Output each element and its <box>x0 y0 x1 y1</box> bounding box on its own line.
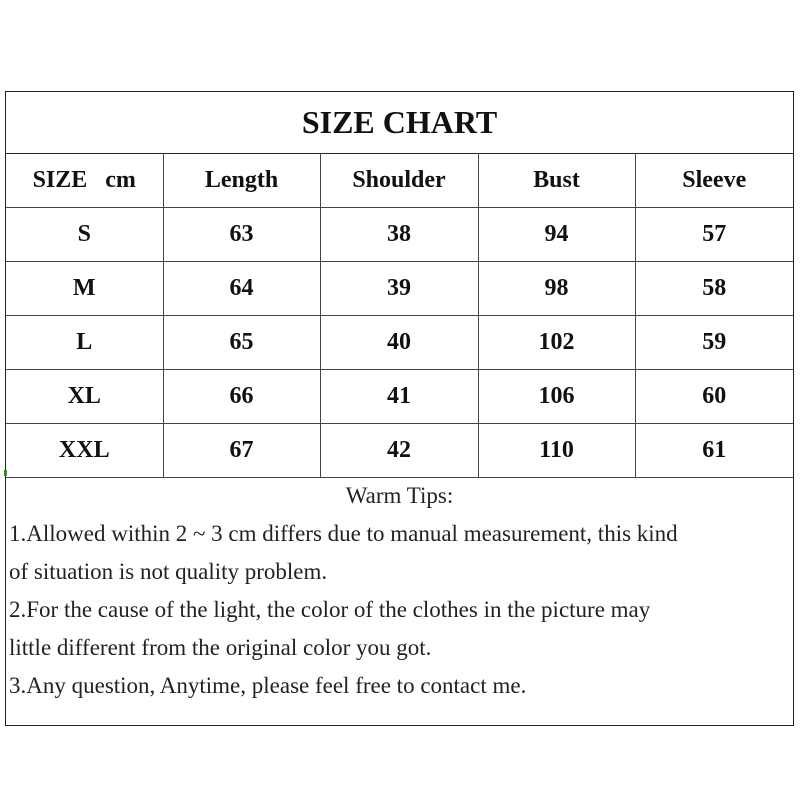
header-bust: Bust <box>478 154 635 208</box>
tip-line: 1.Allowed within 2 ~ 3 cm differs due to manual measurement, this kind <box>9 521 678 546</box>
tip-line: 3.Any question, Anytime, please feel free to contact me. <box>9 673 527 698</box>
cell-bust: 110 <box>478 424 635 478</box>
size-chart-frame <box>5 91 794 726</box>
cell-size: L <box>6 316 163 370</box>
cell-size: S <box>6 208 163 262</box>
cell-size: M <box>6 262 163 316</box>
cell-bust: 102 <box>478 316 635 370</box>
green-mark <box>4 470 7 476</box>
table-row <box>6 316 793 370</box>
cell-shoulder: 40 <box>320 316 478 370</box>
header-shoulder: Shoulder <box>320 154 478 208</box>
cell-length: 65 <box>163 316 320 370</box>
tip-line: little different from the original color you got. <box>9 635 432 660</box>
cell-shoulder: 41 <box>320 370 478 424</box>
cell-sleeve: 60 <box>635 370 793 424</box>
cell-bust: 94 <box>478 208 635 262</box>
cell-shoulder: 42 <box>320 424 478 478</box>
cell-size: XL <box>6 370 163 424</box>
tip-line: 2.For the cause of the light, the color of the clothes in the picture may <box>9 597 651 622</box>
cell-sleeve: 58 <box>635 262 793 316</box>
cell-length: 64 <box>163 262 320 316</box>
cell-sleeve: 59 <box>635 316 793 370</box>
cell-length: 67 <box>163 424 320 478</box>
cell-sleeve: 57 <box>635 208 793 262</box>
tips-heading: Warm Tips: <box>345 483 454 508</box>
table-row <box>6 208 793 262</box>
cell-shoulder: 39 <box>320 262 478 316</box>
header-sleeve: Sleeve <box>635 154 793 208</box>
cell-sleeve: 61 <box>635 424 793 478</box>
cell-bust: 106 <box>478 370 635 424</box>
chart-title: SIZE CHART <box>301 104 498 140</box>
header-size: SIZE cm <box>6 154 163 208</box>
table-header-row <box>6 154 793 208</box>
table-row <box>6 262 793 316</box>
warm-tips <box>6 477 793 705</box>
tip-line: of situation is not quality problem. <box>9 559 328 584</box>
cell-length: 66 <box>163 370 320 424</box>
cell-size: XXL <box>6 424 163 478</box>
table-row <box>6 370 793 424</box>
table-row <box>6 424 793 478</box>
cell-shoulder: 38 <box>320 208 478 262</box>
cell-length: 63 <box>163 208 320 262</box>
header-length: Length <box>163 154 320 208</box>
size-table <box>6 153 793 478</box>
cell-bust: 98 <box>478 262 635 316</box>
